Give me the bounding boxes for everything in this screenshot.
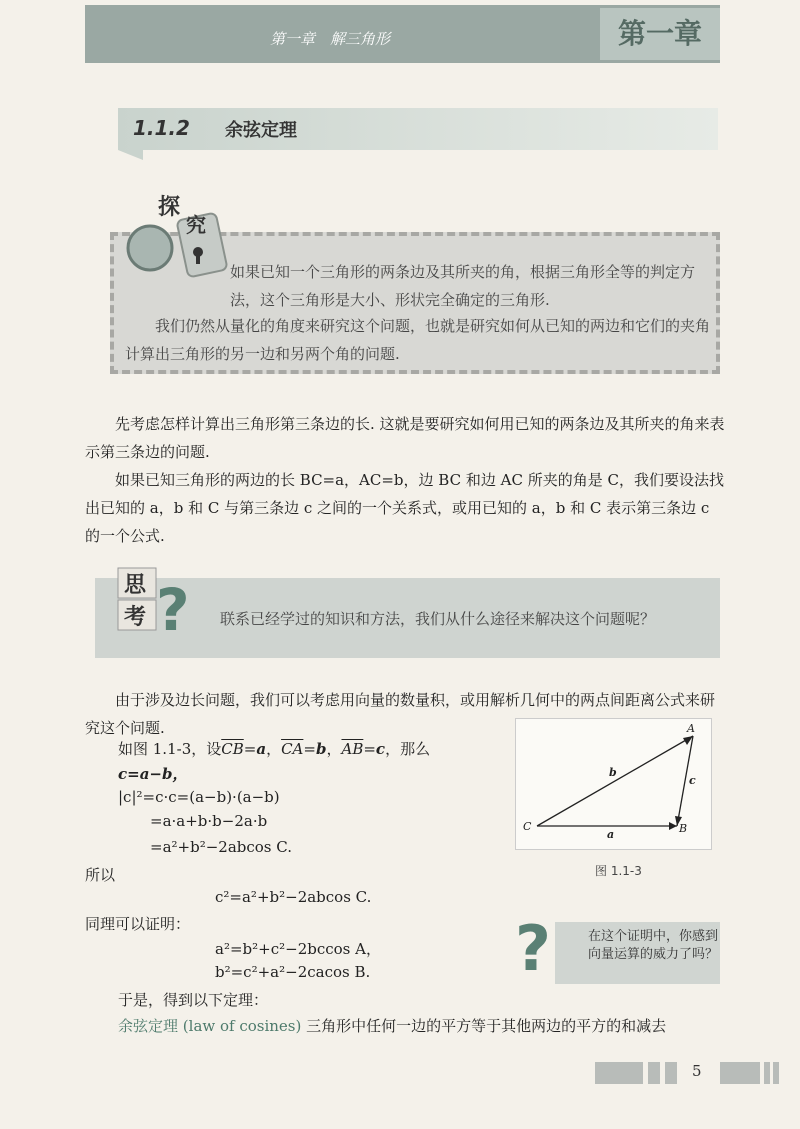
- think-icon-question-mark: ?: [156, 576, 190, 642]
- vertex-label-a: A: [687, 722, 695, 735]
- vector-cb: $\overline{CB}$: [221, 740, 244, 758]
- equation-line-2: |c|²=c·c=(a−b)·(a−b): [118, 788, 280, 806]
- equation-line-4: =a²+b²−2abcos C.: [150, 838, 292, 856]
- footer-bar-5: [764, 1062, 770, 1084]
- explore-icon-char-2: 究: [186, 213, 206, 237]
- footer-bar-4: [720, 1062, 760, 1084]
- footer-bar-6: [773, 1062, 779, 1084]
- chapter-label: 第一章: [600, 8, 720, 60]
- vertex-label-b: B: [679, 822, 688, 835]
- equation-line-3: =a·a+b·b−2a·b: [150, 812, 268, 830]
- triangle-diagram: [515, 718, 710, 848]
- explore-paragraph-2: 我们仍然从量化的角度来研究这个问题，也就是研究如何从已知的两边和它们的夹角计算出三角形的另一边和另两个角的问题.: [125, 317, 711, 363]
- side-label-a: a: [607, 828, 615, 841]
- equation-line-1: c=a−b，: [118, 765, 188, 783]
- body-paragraph-1: 先考虑怎样计算出三角形第三条边的长. 这就是要研究如何用已知的两条边及其所夹的角来表示第三条边的问题.: [85, 415, 725, 461]
- result-a-squared: a²=b²+c²−2bccos A，: [215, 940, 381, 958]
- theorem-english: (law of cosines): [182, 1017, 302, 1035]
- body-paragraph-3: 由于涉及边长问题，我们可以考虑用向量的数量积，或用解析几何中的两点间距离公式来研究这个问题.: [85, 691, 716, 737]
- explore-icon-char-1: 探: [158, 194, 181, 220]
- footer-bar-3: [665, 1062, 677, 1084]
- theorem-text: 三角形中任何一边的平方等于其他两边的平方的和减去: [306, 1017, 667, 1035]
- arrowhead-a: [669, 822, 677, 830]
- label-yushi: 于是，得到以下定理：: [118, 991, 269, 1009]
- running-title: 第一章 解三角形: [270, 30, 391, 48]
- think-question: 联系已经学过的知识和方法，我们从什么途径来解决这个问题呢？: [220, 610, 656, 628]
- explore-magnifier-icon: [120, 186, 230, 286]
- callout-text: 在这个证明中，你感到向量运算的威力了吗？: [588, 929, 719, 962]
- result-b-squared: b²=c²+a²−2cacos B.: [215, 963, 371, 981]
- section-number: 1.1.2: [133, 116, 190, 140]
- vector-ca: $\overline{CA}$: [281, 740, 304, 758]
- derivation-intro: 如图 1.1-3，设$\overline{CB}=a$，$\overline{CA}=b$，$\overline{AB}=c$，那么: [118, 740, 431, 758]
- side-label-b: b: [609, 766, 617, 779]
- side-b-line: [537, 736, 693, 826]
- label-suoyi: 所以: [85, 866, 116, 884]
- page-number: 5: [692, 1062, 702, 1080]
- section-title: 余弦定理: [225, 120, 297, 141]
- vector-ab: $\overline{AB}$: [341, 740, 364, 758]
- figure-caption: 图 1.1-3: [595, 864, 642, 878]
- derivation-intro-suffix: ，那么: [385, 740, 431, 758]
- result-c-squared: c²=a²+b²−2abcos C.: [215, 888, 372, 906]
- body-paragraph-2: 如果已知三角形的两边的长 BC=a，AC=b，边 BC 和边 AC 所夹的角是 C，我们要设法找出已知的 a，b 和 C 与第三条边 c 之间的一个关系式，或用已知的 a，b 和 C 表示第三条边 c 的一个公式.: [85, 471, 724, 545]
- section-heading-tail: [118, 150, 143, 160]
- think-icon-char-2: 考: [124, 604, 147, 630]
- think-icon-char-1: 思: [124, 572, 147, 598]
- vertex-label-c: C: [523, 820, 532, 833]
- callout-question-mark: ?: [515, 912, 551, 985]
- explore-paragraph-1: 如果已知一个三角形的两条边及其所夹的角，根据三角形全等的判定方法，这个三角形是大小、形状完全确定的三角形.: [230, 263, 696, 309]
- section-heading-band: [118, 108, 718, 150]
- theorem-name: 余弦定理: [118, 1017, 179, 1035]
- theorem-line: [118, 1015, 728, 1036]
- side-label-c: c: [689, 774, 696, 787]
- label-tongli: 同理可以证明：: [85, 915, 191, 933]
- derivation-intro-prefix: 如图 1.1-3，设: [118, 740, 222, 758]
- footer-bar-2: [648, 1062, 660, 1084]
- think-question-icon: [112, 560, 197, 642]
- footer-bar-1: [595, 1062, 643, 1084]
